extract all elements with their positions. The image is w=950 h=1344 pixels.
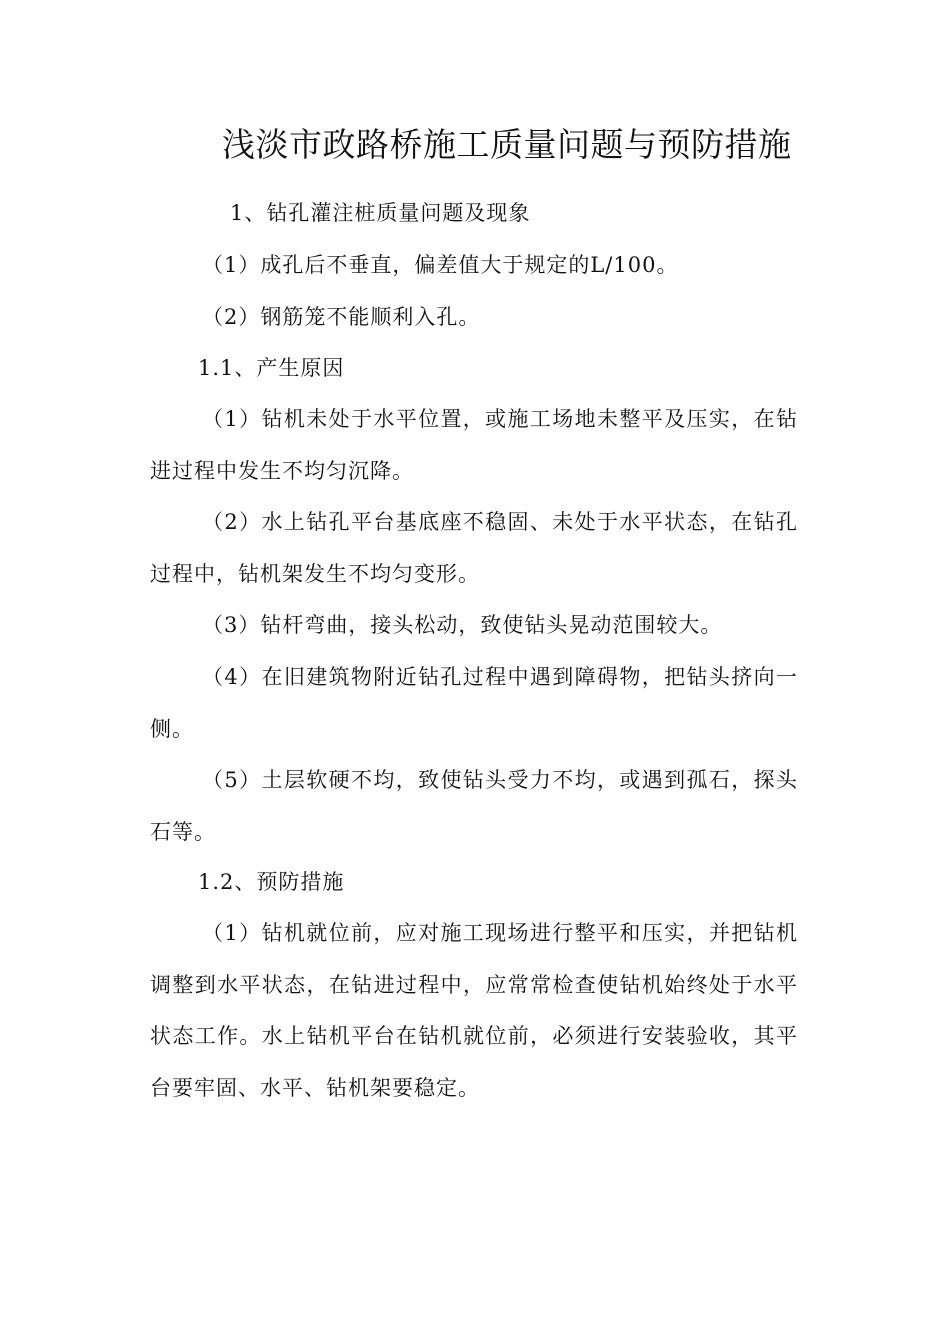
document-title: 浅淡市政路桥施工质量问题与预防措施 <box>222 125 792 164</box>
paragraph: （1）钻机未处于水平位置，或施工场地未整平及压实，在钻进过程中发生不均匀沉降。 <box>150 407 798 483</box>
section-heading-1-2: 1.2、预防措施 <box>198 870 345 894</box>
paragraph: （5）土层软硬不均，致使钻头受力不均，或遇到孤石，探头石等。 <box>150 768 798 844</box>
paragraph: （3）钻杆弯曲，接头松动，致使钻头晃动范围较大。 <box>202 613 723 637</box>
paragraph: （1）钻机就位前，应对施工现场进行整平和压实，并把钻机调整到水平状态，在钻进过程中，应常常检查使钻机始终处于水平状态工作。水上钻机平台在钻机就位前，必须进行安装验收，其平台要牢固、水平、钻机架要稳定。 <box>150 921 798 1100</box>
paragraph: （2）水上钻孔平台基底座不稳固、未处于水平状态，在钻孔过程中，钻机架发生不均匀变形。 <box>150 510 798 586</box>
paragraph: （1）成孔后不垂直，偏差值大于规定的L/100。 <box>202 253 679 277</box>
paragraph: （4）在旧建筑物附近钻孔过程中遇到障碍物，把钻头挤向一侧。 <box>150 665 798 741</box>
section-heading-1-1: 1.1、产生原因 <box>198 356 345 380</box>
paragraph: （2）钢筋笼不能顺利入孔。 <box>202 305 481 329</box>
section-heading-1: 1、钻孔灌注桩质量问题及现象 <box>230 201 531 225</box>
